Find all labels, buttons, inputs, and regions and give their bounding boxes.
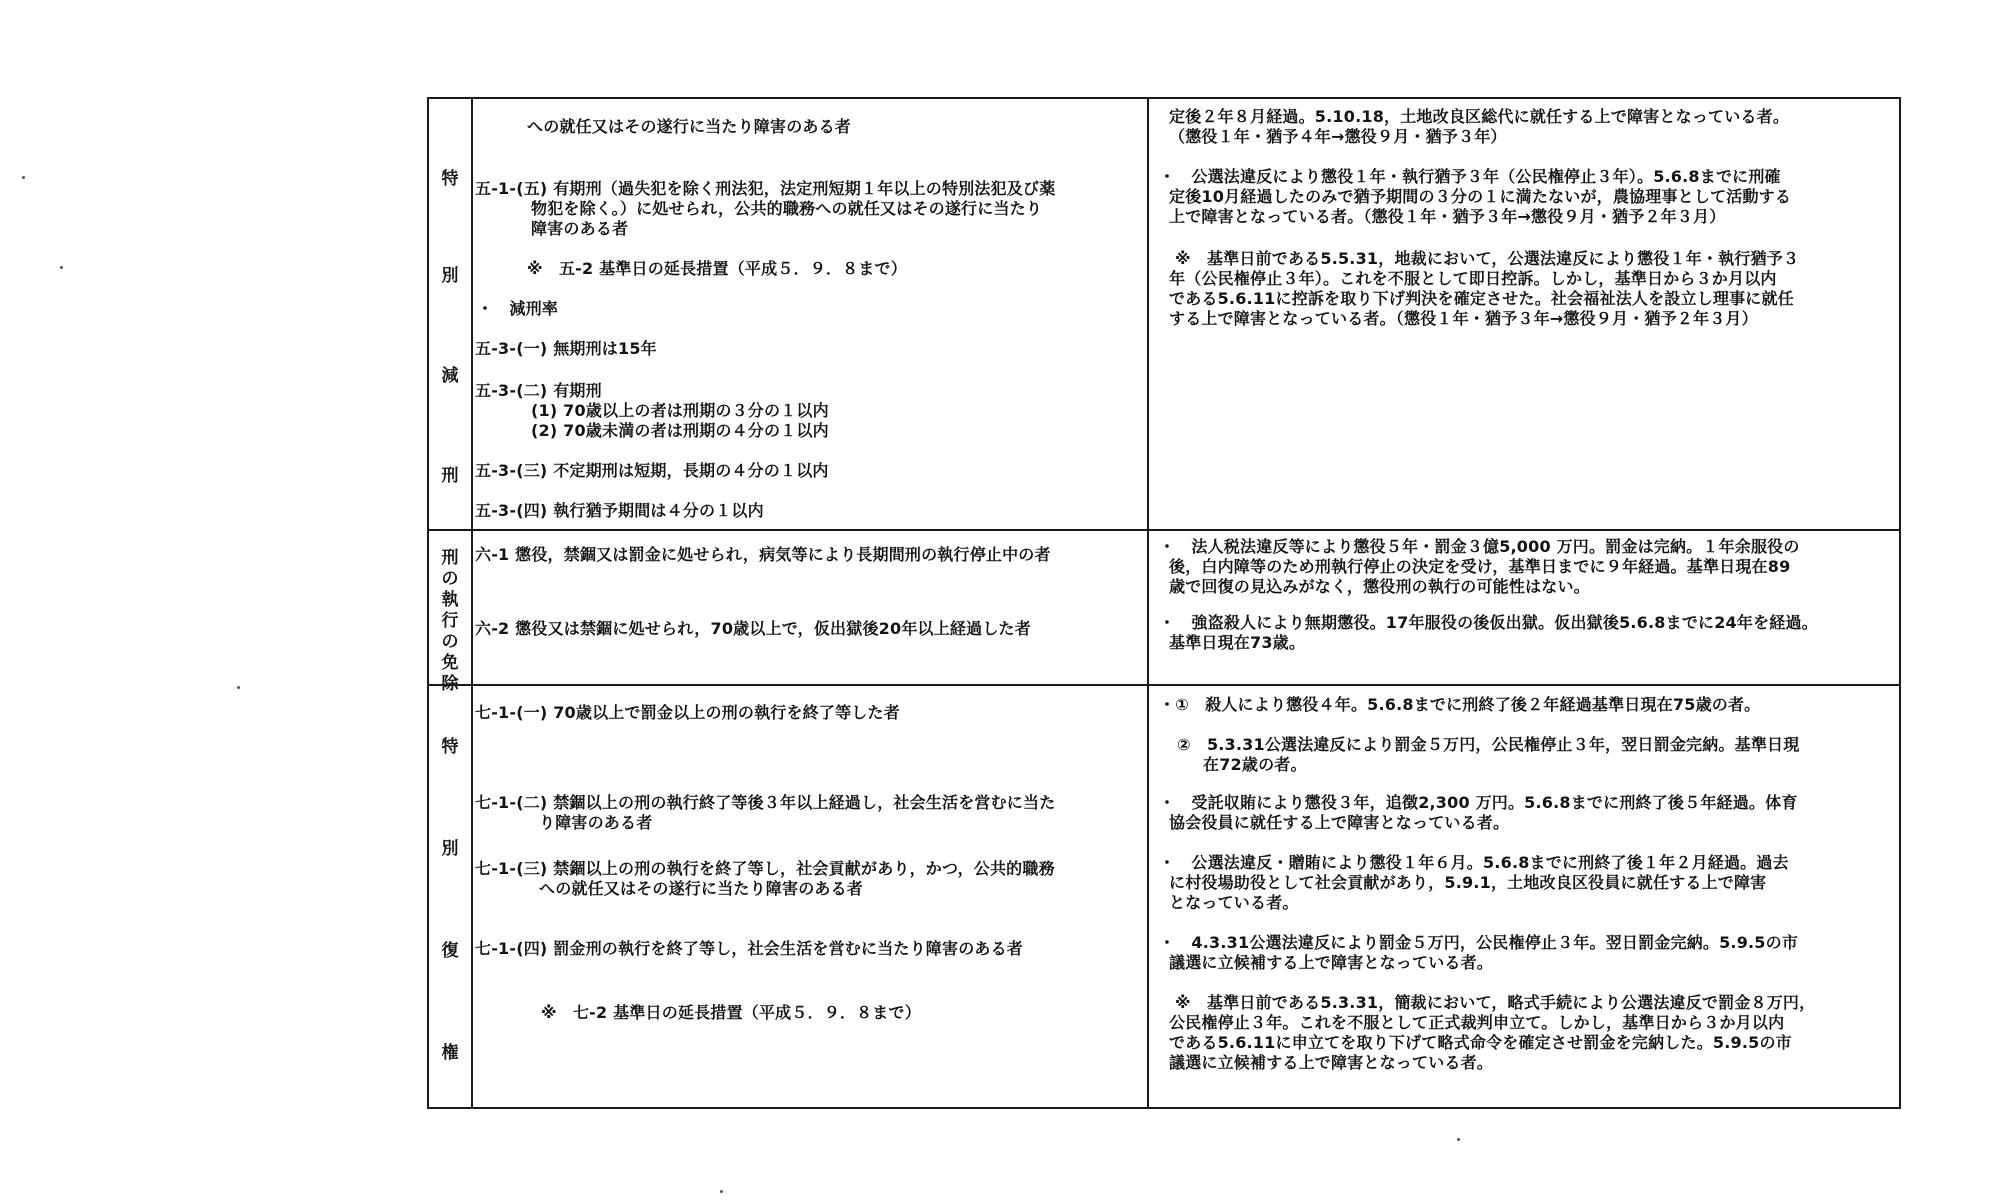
example-text: 定後２年８月経過。5.10.18，土地改良区総代に就任する上で障害となっている者。 xyxy=(1169,107,1790,126)
row-divider xyxy=(429,529,1899,531)
criterion-item-7-1-4: 七-1-(四) 罰金刑の執行を終了等し，社会生活を営むに当たり障害のある者 xyxy=(475,939,1024,958)
scan-speck xyxy=(237,686,240,689)
note-5-2: ※ 五-2 基準日の延長措置（平成５．９．８まで） xyxy=(527,259,907,278)
criterion-item-7-1-2: 七-1-(二) 禁錮以上の刑の執行終了等後３年以上経過し，社会生活を営むに当た xyxy=(475,793,1056,812)
example-text: ・ 4.3.31公選法違反により罰金５万円，公民権停止３年。翌日罰金完納。5.9.5の市 xyxy=(1159,933,1799,952)
label-char: 別 xyxy=(441,266,459,286)
label-char: 減 xyxy=(441,366,459,386)
example-text: 定後10月経過したのみで猶予期間の３分の１に満たないが，農協理事として活動する xyxy=(1169,187,1792,206)
example-text: 基準日現在73歳。 xyxy=(1169,633,1306,652)
label-char: 除 xyxy=(441,674,459,694)
example-text: （懲役１年・猶予４年→懲役９月・猶予３年） xyxy=(1169,127,1507,146)
row-divider xyxy=(429,684,1899,686)
criterion-item-7-1-3: 七-1-(三) 禁錮以上の刑の執行を終了等し，社会貢献があり，かつ，公共的職務 xyxy=(475,859,1055,878)
criterion-item-6-2: 六-2 懲役又は禁錮に処せられ，70歳以上で，仮出獄後20年以上経過した者 xyxy=(475,619,1031,638)
example-note: ※ 基準日前である5.5.31，地裁において，公選法違反により懲役１年・執行猶予３ xyxy=(1175,249,1800,268)
example-note: 公民権停止３年。これを不服として正式裁判申立て。しかし，基準日から３か月以内 xyxy=(1169,1013,1785,1032)
example-note: 議選に立候補する上で障害となっている者。 xyxy=(1169,1053,1494,1072)
criterion-item-5-3-4: 五-3-(四) 執行猶予期間は４分の１以内 xyxy=(475,501,764,520)
criterion-text: 障害のある者 xyxy=(531,219,629,238)
amnesty-table xyxy=(427,97,1901,1109)
criterion-text: への就任又はその遂行に当たり障害のある者 xyxy=(527,117,852,136)
label-char: 復 xyxy=(441,941,459,961)
label-char: の xyxy=(441,569,459,589)
label-char: 執 xyxy=(441,590,459,610)
label-char: 刑 xyxy=(441,466,459,486)
criterion-item-7-1-1: 七-1-(一) 70歳以上で罰金以上の刑の執行を終了等した者 xyxy=(475,703,900,722)
scan-speck xyxy=(22,176,25,179)
example-text: ② 5.3.31公選法違反により罰金５万円，公民権停止３年，翌日罰金完納。基準日現 xyxy=(1177,735,1800,754)
note-7-2: ※ 七-2 基準日の延長措置（平成５．９．８まで） xyxy=(541,1003,921,1022)
criterion-text: 物犯を除く。）に処せられ，公共的職務への就任又はその遂行に当たり xyxy=(531,199,1043,218)
criterion-text: り障害のある者 xyxy=(539,813,653,832)
example-text: となっている者。 xyxy=(1169,893,1299,912)
label-char: の xyxy=(441,632,459,652)
example-text: ・ 強盗殺人により無期懲役。17年服役の後仮出獄。仮出獄後5.6.8までに24年を経過。 xyxy=(1159,613,1818,632)
criterion-text: への就任又はその遂行に当たり障害のある者 xyxy=(539,879,864,898)
example-text: 歳で回復の見込みがなく，懲役刑の執行の可能性はない。 xyxy=(1169,577,1590,596)
scan-speck xyxy=(1457,1138,1460,1141)
label-char: 刑 xyxy=(441,548,459,568)
example-text: 在72歳の者。 xyxy=(1203,755,1307,774)
criterion-item-5-3-2: 五-3-(二) 有期刑 xyxy=(475,381,602,400)
example-text: ・ 公選法違反・贈賄により懲役１年６月。5.6.8までに刑終了後１年２月経過。過去 xyxy=(1159,853,1789,872)
criterion-subitem: (2) 70歳未満の者は刑期の４分の１以内 xyxy=(531,421,829,440)
example-text: 後，白内障等のため刑執行停止の決定を受け，基準日までに９年経過。基準日現在89 xyxy=(1169,557,1791,576)
scan-speck xyxy=(60,266,63,269)
example-text: 上で障害となっている者。（懲役１年・猶予３年→懲役９月・猶予２年３月） xyxy=(1169,207,1726,226)
example-text: 協会役員に就任する上で障害となっている者。 xyxy=(1169,813,1510,832)
example-note: ※ 基準日前である5.3.31，簡裁において，略式手続により公選法違反で罰金８万円， xyxy=(1175,993,1816,1012)
heading-reduction-rate: ・ 減刑率 xyxy=(477,299,559,318)
example-text: ・① 殺人により懲役４年。5.6.8までに刑終了後２年経過基準日現在75歳の者。 xyxy=(1159,695,1761,714)
criterion-item-5-3-1: 五-3-(一) 無期刑は15年 xyxy=(475,339,657,358)
criterion-item-6-1: 六-1 懲役，禁錮又は罰金に処せられ，病気等により長期間刑の執行停止中の者 xyxy=(475,545,1051,564)
label-char: 特 xyxy=(441,169,459,189)
example-text: ・ 法人税法違反等により懲役５年・罰金３億5,000 万円。罰金は完納。１年余服役の xyxy=(1159,537,1800,556)
example-text: ・ 公選法違反により懲役１年・執行猶予３年（公民権停止３年）。5.6.8までに刑確 xyxy=(1159,167,1781,186)
example-note: である5.6.11に申立てを取り下げて略式命令を確定させ罰金を完納した。5.9.5の市 xyxy=(1169,1033,1792,1052)
label-char: 別 xyxy=(441,839,459,859)
example-note: である5.6.11に控訴を取り下げ判決を確定させた。社会福祉法人を設立し理事に就任 xyxy=(1169,289,1794,308)
criterion-item-5-3-3: 五-3-(三) 不定期刑は短期，長期の４分の１以内 xyxy=(475,461,829,480)
example-text: に村役場助役として社会貢献があり，5.9.1，土地改良区役員に就任する上で障害 xyxy=(1169,873,1767,892)
label-char: 権 xyxy=(441,1043,459,1063)
label-char: 行 xyxy=(441,611,459,631)
column-divider xyxy=(471,99,473,1107)
example-text: 議選に立候補する上で障害となっている者。 xyxy=(1169,953,1494,972)
example-note: 年（公民権停止３年）。これを不服として即日控訴。しかし，基準日から３か月以内 xyxy=(1169,269,1777,288)
example-text: ・ 受託収賄により懲役３年，追徴2,300 万円。5.6.8までに刑終了後５年経過。体育 xyxy=(1159,793,1798,812)
criterion-item-5-1-5: 五-1-(五) 有期刑（過失犯を除く刑法犯，法定刑短期１年以上の特別法犯及び薬 xyxy=(475,179,1056,198)
scan-speck xyxy=(720,1190,723,1193)
example-note: する上で障害となっている者。（懲役１年・猶予３年→懲役９月・猶予２年３月） xyxy=(1169,309,1758,328)
column-divider xyxy=(1147,99,1149,1107)
label-char: 特 xyxy=(441,737,459,757)
criterion-subitem: (1) 70歳以上の者は刑期の３分の１以内 xyxy=(531,401,829,420)
label-char: 免 xyxy=(441,653,459,673)
